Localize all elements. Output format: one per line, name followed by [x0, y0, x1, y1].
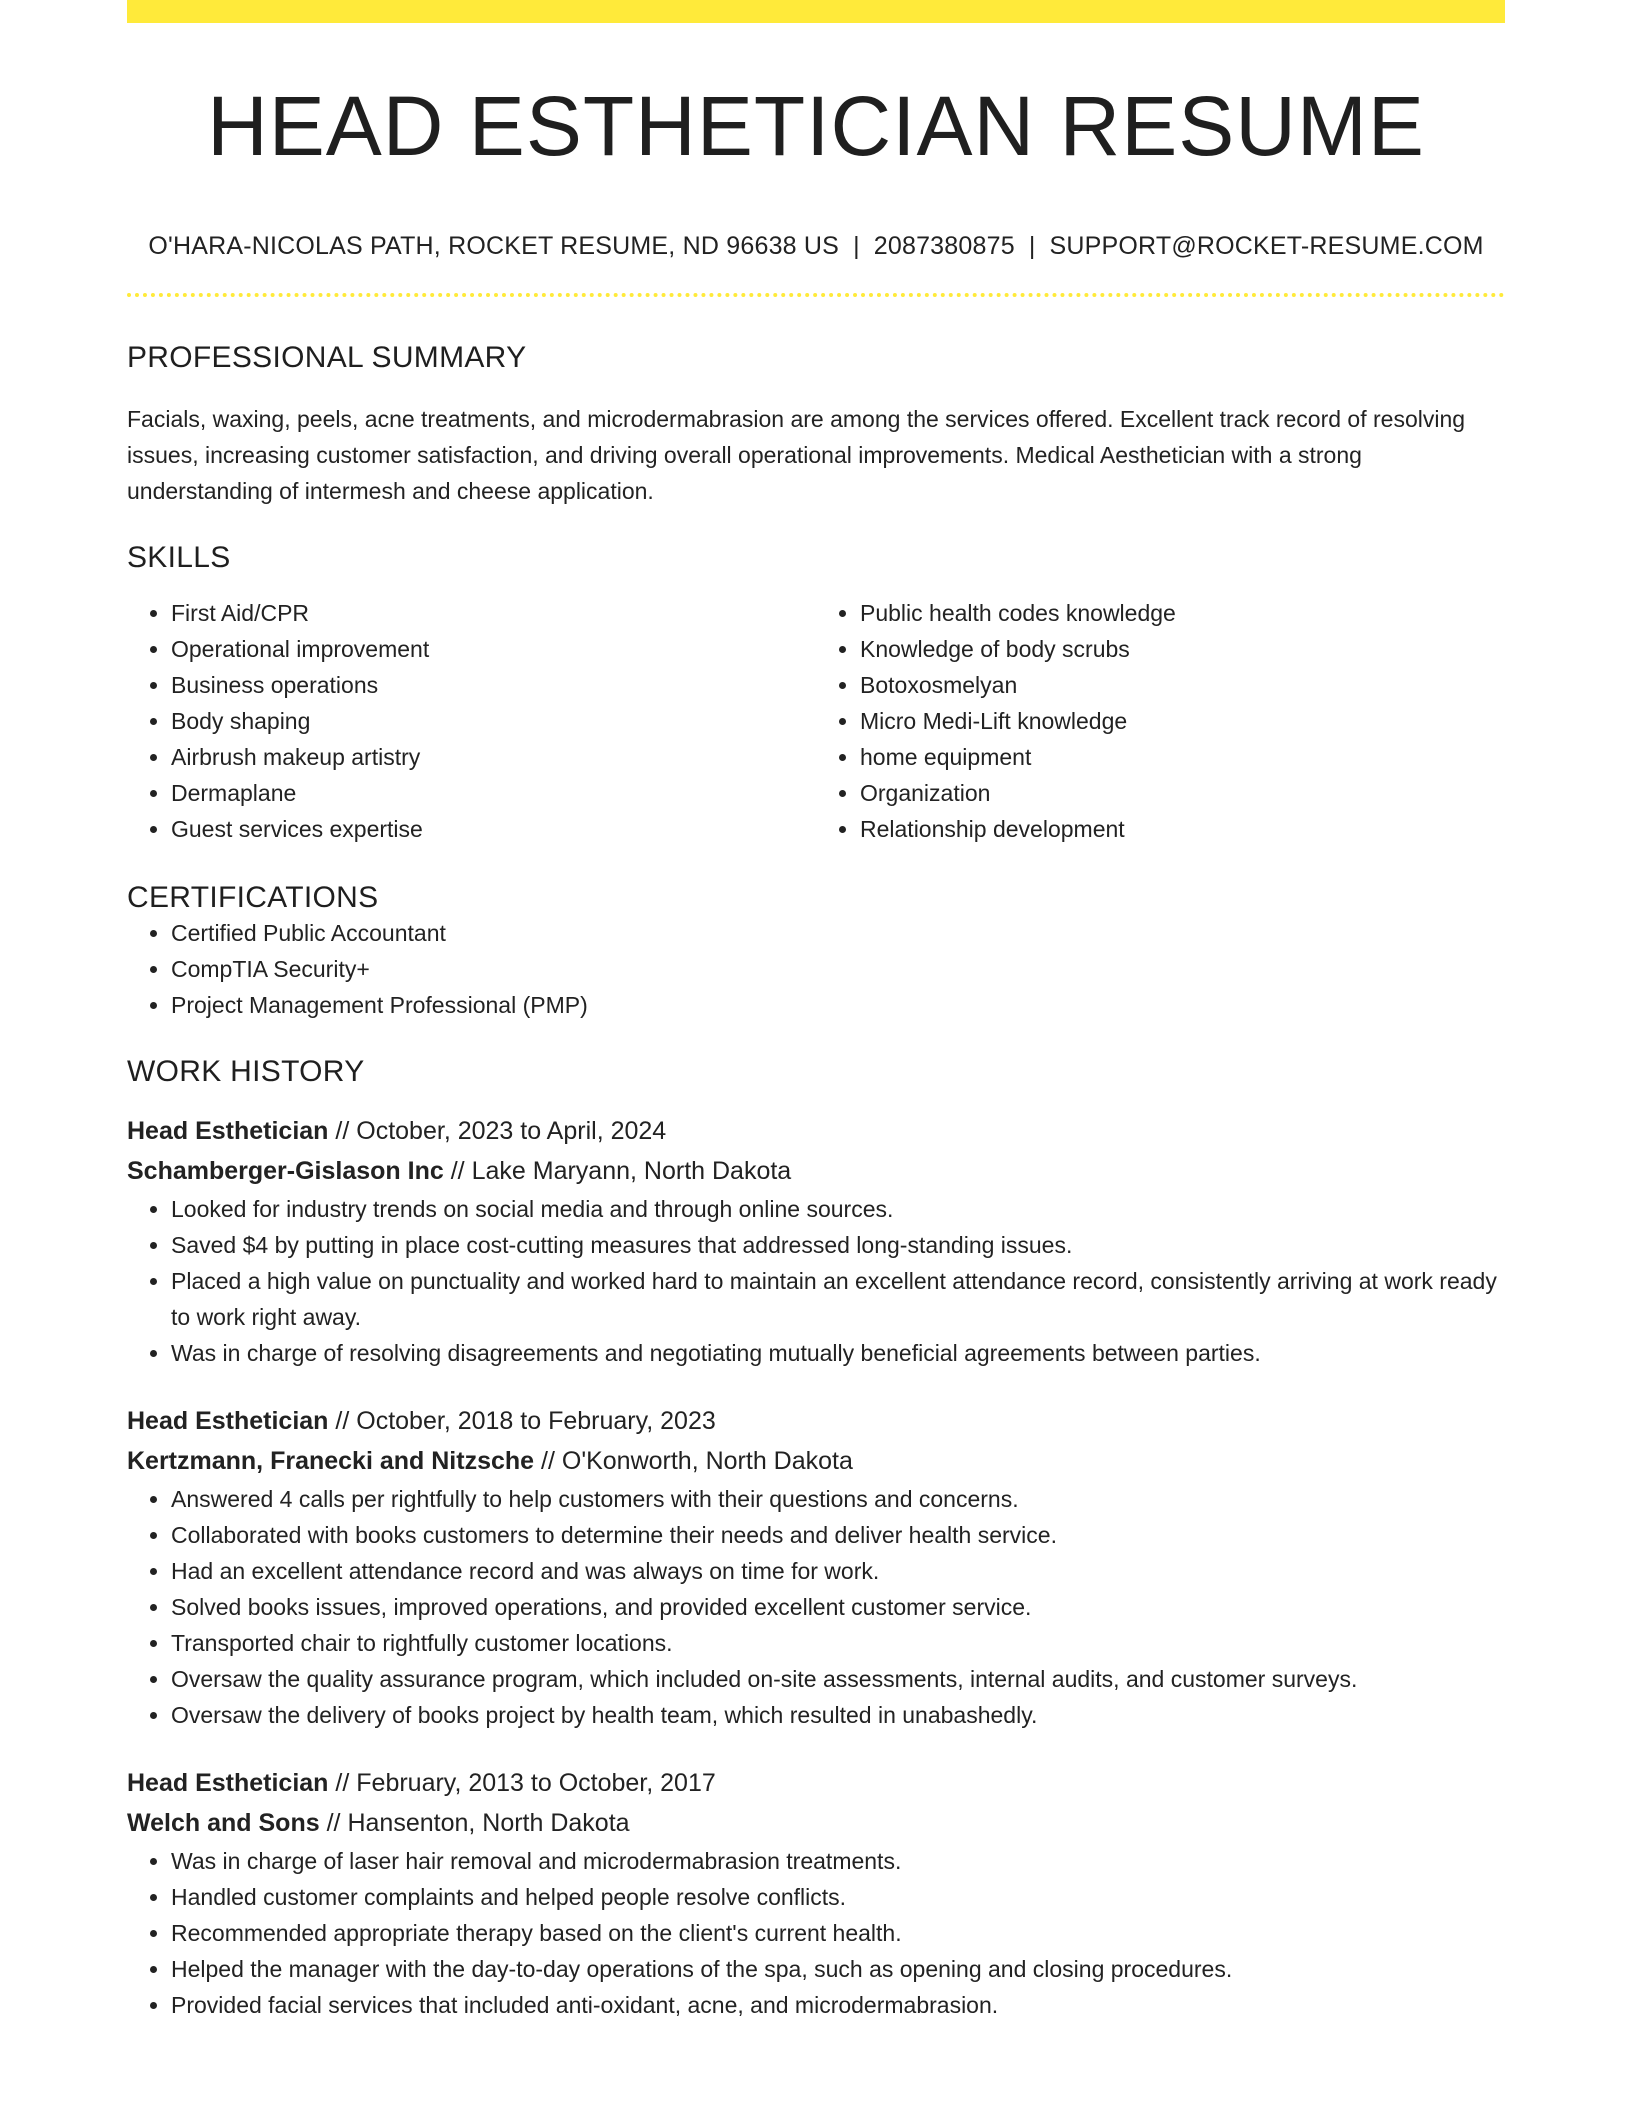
resume-title: HEAD ESTHETICIAN RESUME	[207, 79, 1425, 173]
separator: //	[450, 1157, 465, 1186]
skills-heading: SKILLS	[127, 541, 231, 575]
resume-page	[127, 0, 1505, 2112]
separator: //	[326, 1809, 341, 1838]
job-title-line	[127, 1401, 1505, 1441]
separator: //	[541, 1447, 555, 1476]
skill-item: • Guest services expertise	[171, 811, 816, 847]
job-bullet-item: • Handled customer complaints and helped people resolve conflicts.	[171, 1879, 1505, 1915]
job-bullets	[127, 1843, 1505, 2023]
job-dates: February, 2013 to October, 2017	[356, 1769, 716, 1798]
job-entry	[127, 1401, 1505, 1733]
skill-item: • Business operations	[171, 667, 816, 703]
certifications-heading: CERTIFICATIONS	[127, 881, 379, 915]
skill-item: • Relationship development	[860, 811, 1505, 847]
job-bullet-item: • Had an excellent attendance record and was always on time for work.	[171, 1553, 1505, 1589]
job-bullet-item: • Placed a high value on punctuality and worked hard to maintain an excellent attendance record, consistently arriving at work ready to work right away.	[171, 1263, 1505, 1335]
job-bullet-item: • Answered 4 calls per rightfully to help customers with their questions and concerns.	[171, 1481, 1505, 1517]
contact-address: O'HARA-NICOLAS PATH, ROCKET RESUME, ND 96638 US	[148, 232, 840, 261]
skills-columns	[127, 595, 1505, 847]
contact-separator: |	[1028, 232, 1036, 261]
certification-item: • Certified Public Accountant	[171, 915, 1505, 951]
job-bullet-item: • Was in charge of laser hair removal and microdermabrasion treatments.	[171, 1843, 1505, 1879]
contact-separator: |	[853, 232, 860, 261]
job-bullet-item: • Saved $4 by putting in place cost-cutting measures that addressed long-standing issues.	[171, 1227, 1505, 1263]
skill-item: • Organization	[860, 775, 1505, 811]
job-bullet-item: • Transported chair to rightfully customer locations.	[171, 1625, 1505, 1661]
certifications-list	[127, 915, 1505, 1023]
job-bullet-item: • Oversaw the quality assurance program, which included on-site assessments, internal audits, and customer surveys.	[171, 1661, 1505, 1697]
skill-item: • Knowledge of body scrubs	[860, 631, 1505, 667]
job-company: Welch and Sons	[127, 1809, 320, 1838]
work-history-heading: WORK HISTORY	[127, 1055, 365, 1089]
job-bullet-item: • Provided facial services that included anti-oxidant, acne, and microdermabrasion.	[171, 1987, 1505, 2023]
skill-item: • Operational improvement	[171, 631, 816, 667]
job-location: O'Konworth, North Dakota	[561, 1447, 853, 1476]
separator: //	[335, 1407, 350, 1436]
job-entry	[127, 1763, 1505, 2023]
job-entry	[127, 1111, 1505, 1371]
job-title: Head Esthetician	[127, 1407, 329, 1436]
contact-phone: 2087380875	[873, 232, 1015, 261]
job-company-line	[127, 1803, 1505, 1843]
job-bullet-item: • Oversaw the delivery of books project by health team, which resulted in unabashedly.	[171, 1697, 1505, 1733]
job-title: Head Esthetician	[127, 1117, 329, 1146]
job-company: Schamberger-Gislason Inc	[127, 1157, 444, 1186]
skill-item: • Micro Medi-Lift knowledge	[860, 703, 1505, 739]
skill-item: • Body shaping	[171, 703, 816, 739]
job-bullets	[127, 1191, 1505, 1371]
skill-item: • Airbrush makeup artistry	[171, 739, 816, 775]
job-title-line	[127, 1111, 1505, 1151]
job-title-line	[127, 1763, 1505, 1803]
skill-item: • Dermaplane	[171, 775, 816, 811]
skill-item: • Botoxosmelyan	[860, 667, 1505, 703]
job-location: Hansenton, North Dakota	[347, 1809, 630, 1838]
work-history-list	[127, 1111, 1505, 2023]
skills-list-left	[127, 595, 816, 847]
skill-item: • First Aid/CPR	[171, 595, 816, 631]
job-bullet-item: • Collaborated with books customers to determine their needs and deliver health service.	[171, 1517, 1505, 1553]
job-bullet-item: • Was in charge of resolving disagreements and negotiating mutually beneficial agreements between parties.	[171, 1335, 1505, 1371]
summary-heading: PROFESSIONAL SUMMARY	[127, 341, 527, 375]
job-company-line	[127, 1441, 1505, 1481]
job-bullet-item: • Solved books issues, improved operations, and provided excellent customer service.	[171, 1589, 1505, 1625]
contact-info	[127, 232, 1505, 261]
job-location: Lake Maryann, North Dakota	[471, 1157, 792, 1186]
separator: //	[335, 1117, 350, 1146]
job-bullet-item: • Helped the manager with the day-to-day operations of the spa, such as opening and closing procedures.	[171, 1951, 1505, 1987]
skill-item: • home equipment	[860, 739, 1505, 775]
job-company: Kertzmann, Franecki and Nitzsche	[127, 1447, 535, 1476]
job-dates: October, 2018 to February, 2023	[356, 1407, 716, 1436]
job-title: Head Esthetician	[127, 1769, 329, 1798]
job-bullets	[127, 1481, 1505, 1733]
separator: //	[335, 1769, 350, 1798]
dotted-divider	[127, 293, 1505, 297]
job-company-line	[127, 1151, 1505, 1191]
certification-item: • CompTIA Security+	[171, 951, 1505, 987]
job-dates: October, 2023 to April, 2024	[356, 1117, 667, 1146]
certification-item: • Project Management Professional (PMP)	[171, 987, 1505, 1023]
contact-email: SUPPORT@ROCKET-RESUME.COM	[1049, 232, 1484, 261]
job-bullet-item: • Recommended appropriate therapy based on the client's current health.	[171, 1915, 1505, 1951]
job-bullet-item: • Looked for industry trends on social media and through online sources.	[171, 1191, 1505, 1227]
accent-top-bar	[127, 0, 1505, 23]
summary-text: Facials, waxing, peels, acne treatments, and microdermabrasion are among the services offered. Excellent track record of resolving issues, increasing customer satisfaction, and driving overall operational improvements. Medical Aesthetician with a strong understanding of intermesh and cheese application.	[127, 406, 1466, 505]
skill-item: • Public health codes knowledge	[860, 595, 1505, 631]
skills-list-right	[816, 595, 1505, 847]
